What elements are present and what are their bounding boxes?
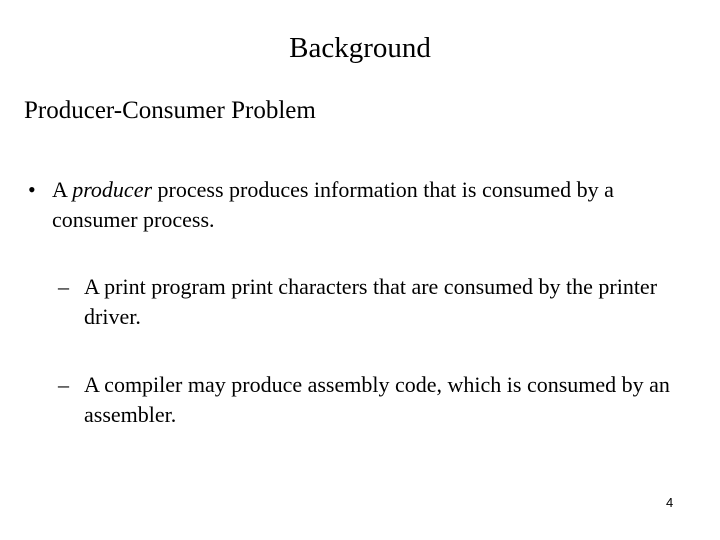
slide-heading: Producer-Consumer Problem bbox=[24, 97, 316, 124]
bullet-item bbox=[28, 175, 688, 235]
sub-bullet-item bbox=[58, 370, 708, 430]
slide-title: Background bbox=[289, 32, 431, 64]
bullet-marker: • bbox=[28, 177, 36, 202]
bullet-prefix: A bbox=[52, 177, 73, 202]
bullet-emphasis: producer bbox=[72, 177, 153, 202]
sub-bullet-marker: – bbox=[58, 372, 69, 397]
sub-bullet-text: A compiler may produce assembly code, which is consumed by an assembler. bbox=[84, 372, 670, 427]
page-number: 4 bbox=[666, 495, 674, 510]
sub-bullet-item bbox=[58, 272, 708, 332]
sub-bullet-text: A print program print characters that are consumed by the printer driver. bbox=[84, 274, 658, 329]
sub-bullet-marker: – bbox=[58, 274, 69, 299]
bullet-text bbox=[52, 175, 688, 235]
bullet-suffix: process produces information that is consumed by a consumer process. bbox=[52, 177, 614, 232]
